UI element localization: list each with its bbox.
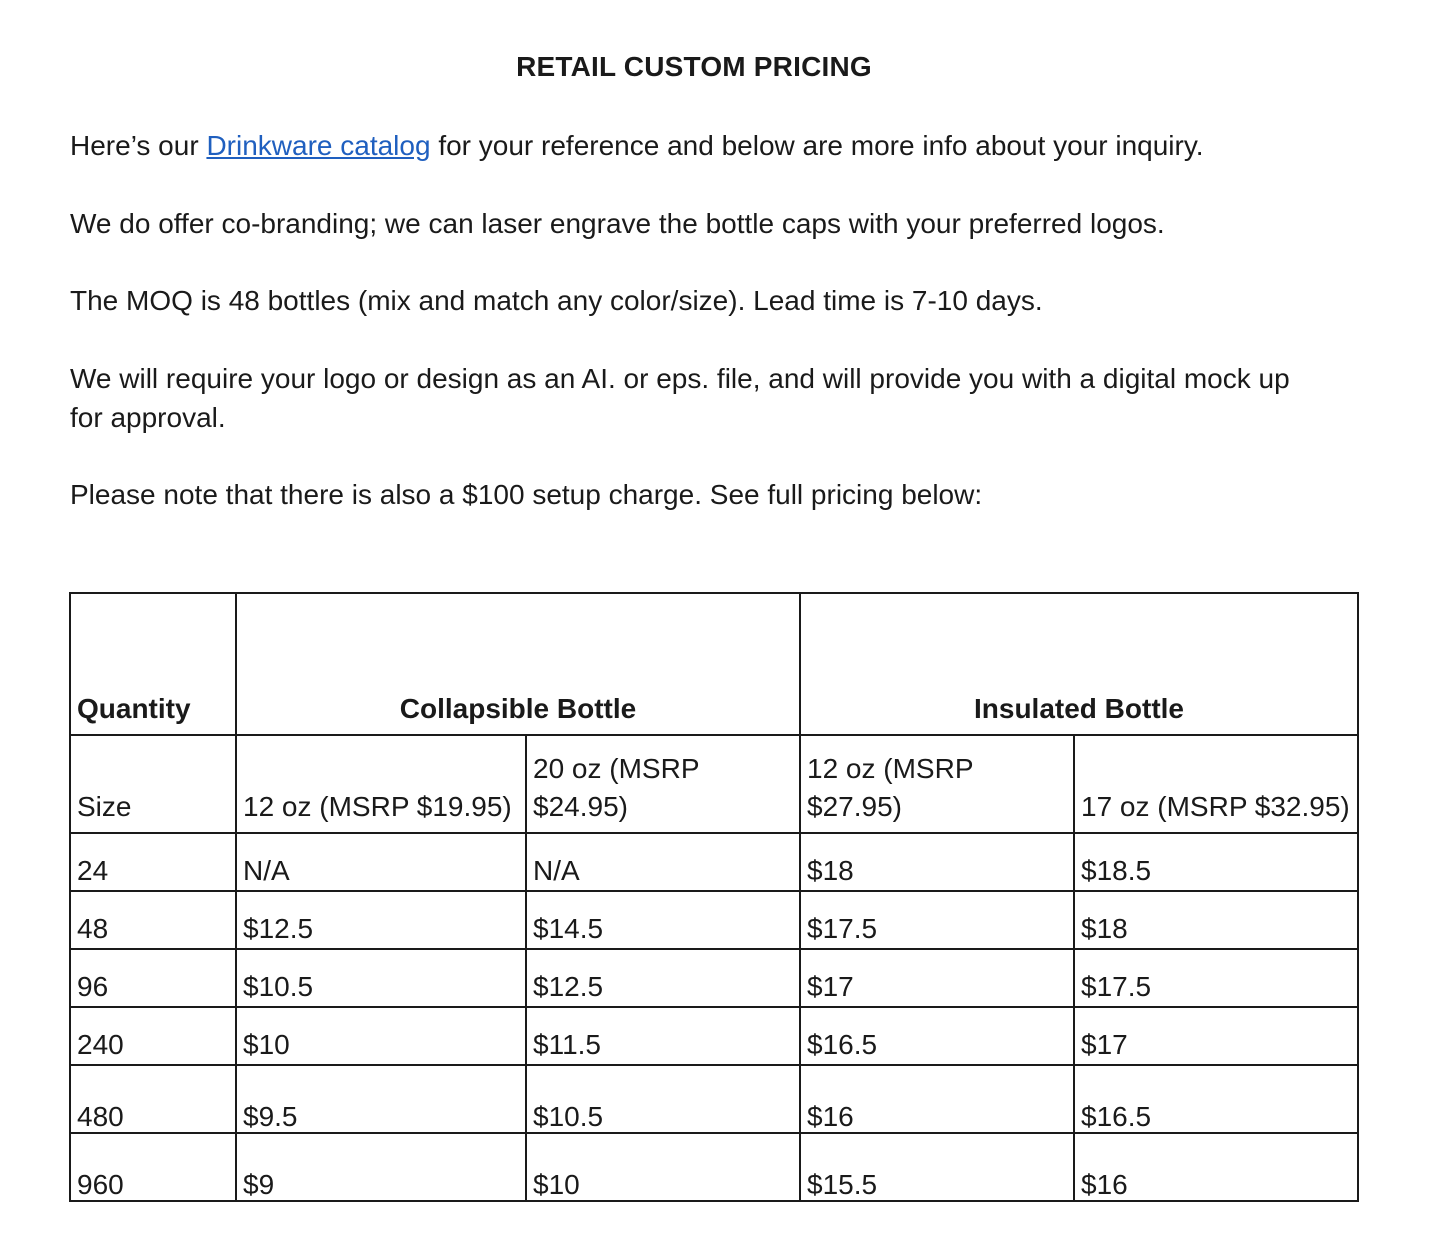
intro-paragraph bbox=[70, 126, 1330, 165]
price-cell: $18.5 bbox=[1074, 833, 1358, 891]
quantity-cell: 240 bbox=[70, 1007, 236, 1065]
price-text: $15.5 bbox=[807, 1169, 878, 1200]
intro-text-before: Here’s our bbox=[70, 130, 207, 161]
size-insulated-12oz: 12 oz (MSRP $27.95) bbox=[800, 735, 1074, 833]
size-collapsible-12oz: 12 oz (MSRP $19.95) bbox=[236, 735, 526, 833]
price-text: $16 bbox=[807, 1101, 854, 1132]
price-cell: $17.5 bbox=[800, 891, 1074, 949]
co-branding-paragraph: We do offer co-branding; we can laser engrave the bottle caps with your preferred logos. bbox=[70, 208, 1165, 239]
price-cell: $14.5 bbox=[526, 891, 800, 949]
price-text: $16.5 bbox=[1081, 1101, 1152, 1132]
price-cell bbox=[800, 1065, 1074, 1133]
quantity-header: Quantity bbox=[70, 593, 236, 735]
quantity-cell bbox=[70, 1133, 236, 1201]
table-row bbox=[70, 1065, 1358, 1133]
quantity-cell: 24 bbox=[70, 833, 236, 891]
table-row bbox=[70, 891, 1358, 949]
price-cell bbox=[236, 1133, 526, 1201]
quantity-text: 960 bbox=[77, 1169, 124, 1200]
price-text: $10.5 bbox=[533, 1101, 604, 1132]
insulated-bottle-header: Insulated Bottle bbox=[800, 593, 1358, 735]
price-cell: $12.5 bbox=[526, 949, 800, 1007]
price-cell bbox=[236, 1065, 526, 1133]
price-cell: N/A bbox=[526, 833, 800, 891]
price-cell bbox=[800, 1133, 1074, 1201]
size-row bbox=[70, 735, 1358, 833]
price-cell: $12.5 bbox=[236, 891, 526, 949]
moq-paragraph: The MOQ is 48 bottles (mix and match any color/size). Lead time is 7-10 days. bbox=[70, 285, 1043, 316]
quantity-cell: 96 bbox=[70, 949, 236, 1007]
price-text: $16 bbox=[1081, 1169, 1128, 1200]
quantity-text: 480 bbox=[77, 1101, 124, 1132]
setup-charge-paragraph: Please note that there is also a $100 setup charge. See full pricing below: bbox=[70, 479, 983, 510]
size-label: Size bbox=[70, 735, 236, 833]
size-insulated-17oz: 17 oz (MSRP $32.95) bbox=[1074, 735, 1358, 833]
price-cell: $18 bbox=[800, 833, 1074, 891]
drinkware-catalog-link[interactable]: Drinkware catalog bbox=[206, 130, 431, 161]
price-cell bbox=[526, 1133, 800, 1201]
pricing-table bbox=[69, 592, 1359, 1202]
price-cell: $17.5 bbox=[1074, 949, 1358, 1007]
page-title: RETAIL CUSTOM PRICING bbox=[516, 51, 872, 82]
price-cell bbox=[1074, 1065, 1358, 1133]
price-text: $9.5 bbox=[243, 1101, 298, 1132]
quantity-cell: 48 bbox=[70, 891, 236, 949]
price-text: $9 bbox=[243, 1169, 275, 1200]
price-cell: $17 bbox=[1074, 1007, 1358, 1065]
table-header-row bbox=[70, 593, 1358, 735]
collapsible-bottle-header: Collapsible Bottle bbox=[236, 593, 800, 735]
table-row bbox=[70, 1007, 1358, 1065]
price-cell: $17 bbox=[800, 949, 1074, 1007]
logo-requirement-paragraph: We will require your logo or design as an AI. or eps. file, and will provide you with a digital mock up for approval. bbox=[70, 363, 1290, 433]
price-cell bbox=[1074, 1133, 1358, 1201]
price-cell: $11.5 bbox=[526, 1007, 800, 1065]
table-row bbox=[70, 949, 1358, 1007]
price-cell: N/A bbox=[236, 833, 526, 891]
quantity-cell bbox=[70, 1065, 236, 1133]
price-cell: $18 bbox=[1074, 891, 1358, 949]
size-collapsible-20oz: 20 oz (MSRP $24.95) bbox=[526, 735, 800, 833]
price-cell: $10.5 bbox=[236, 949, 526, 1007]
price-cell: $10 bbox=[236, 1007, 526, 1065]
intro-text-after: for your reference and below are more info about your inquiry. bbox=[430, 130, 1204, 161]
price-text: $10 bbox=[533, 1169, 580, 1200]
price-cell bbox=[526, 1065, 800, 1133]
price-cell: $16.5 bbox=[800, 1007, 1074, 1065]
table-row bbox=[70, 833, 1358, 891]
table-row bbox=[70, 1133, 1358, 1201]
